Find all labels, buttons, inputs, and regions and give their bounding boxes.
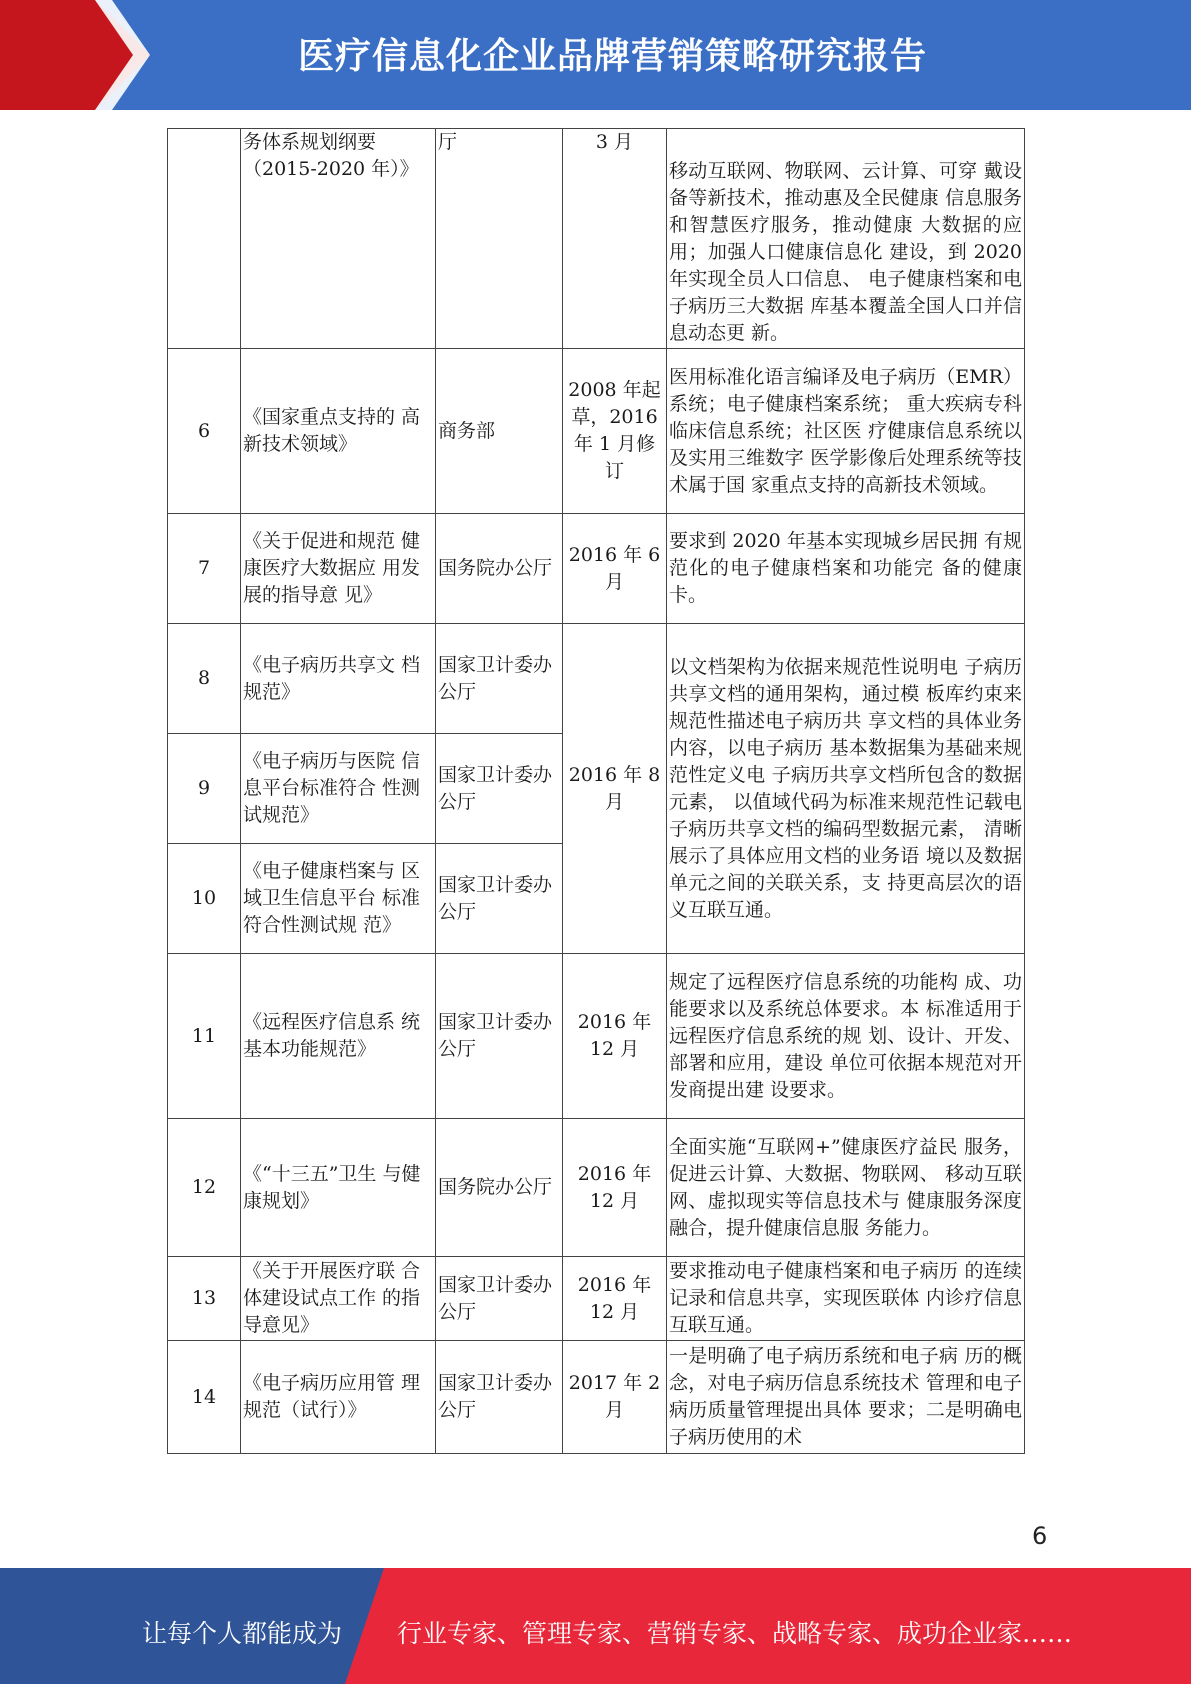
footer-slogan-left: 让每个人都能成为 [142,1619,343,1648]
issuing-department: 国家卫计委办公厅 [436,844,563,954]
policy-title: 《电子健康档案与 区域卫生信息平台 标准符合性测试规 范》 [241,844,436,954]
row-number: 8 [168,624,241,734]
row-number: 12 [168,1119,241,1257]
issuing-department: 国家卫计委办公厅 [436,1341,563,1454]
issuing-department: 国家卫计委办公厅 [436,624,563,734]
table-row [168,129,1025,349]
policy-title: 《关于促进和规范 健康医疗大数据应 用发展的指导意 见》 [241,514,436,624]
report-title: 医疗信息化企业品牌营销策略研究报告 [298,36,928,77]
row-number: 7 [168,514,241,624]
issue-date: 2008 年起草，2016 年 1 月修订 [563,349,667,514]
policy-content: 移动互联网、物联网、云计算、可穿 戴设备等新技术，推动惠及全民健康 信息服务和智慧医疗服务，推动健康 大数据的应用；加强人口健康信息化 建设，到 2020 年实现全员人口信息、 电子健康档案和电子病历三大数据 库基本覆盖全国人口并信息动态更 新。 [667,129,1025,349]
row-number: 10 [168,844,241,954]
issuing-department: 厅 [436,129,563,349]
policy-content: 全面实施“互联网+”健康医疗益民 服务，促进云计算、大数据、物联网、 移动互联网、虚拟现实等信息技术与 健康服务深度融合，提升健康信息服 务能力。 [667,1119,1025,1257]
table-row [168,514,1025,624]
issuing-department: 国家卫计委办公厅 [436,734,563,844]
policy-content: 以文档架构为依据来规范性说明电 子病历共享文档的通用架构，通过模 板库约束来规范性描述电子病历共 享文档的具体业务内容，以电子病历 基本数据集为基础来规范性定义电 子病历共享文档所包含的数据元素， 以值域代码为标准来规范性记载电 子病历共享文档的编码型数据元素， 清晰展示了具体应用文档的业务语 境以及数据单元之间的关联关系，支 持更高层次的语义互联互通。 [667,624,1025,954]
issue-date: 2016 年 12 月 [563,1257,667,1341]
issue-date: 2016 年 12 月 [563,954,667,1119]
row-number [168,129,241,349]
row-number: 11 [168,954,241,1119]
page-header [0,0,1191,110]
table-row [168,1257,1025,1341]
issuing-department: 国务院办公厅 [436,514,563,624]
table-row [168,624,1025,734]
policy-content: 一是明确了电子病历系统和电子病 历的概念，对电子病历信息系统技术 管理和电子病历质量管理提出具体 要求；二是明确电子病历使用的术 [667,1341,1025,1454]
policy-content: 要求推动电子健康档案和电子病历 的连续记录和信息共享，实现医联体 内诊疗信息互联互通。 [667,1257,1025,1341]
row-number: 14 [168,1341,241,1454]
issuing-department: 国务院办公厅 [436,1119,563,1257]
table-row [168,349,1025,514]
policy-title: 《电子病历应用管 理规范（试行）》 [241,1341,436,1454]
policy-content: 规定了远程医疗信息系统的功能构 成、功能要求以及系统总体要求。本 标准适用于远程医疗信息系统的规 划、设计、开发、部署和应用，建设 单位可依据本规范对开发商提出建 设要求。 [667,954,1025,1119]
issue-date: 3 月 [563,129,667,349]
issuing-department: 商务部 [436,349,563,514]
row-number: 13 [168,1257,241,1341]
table-row [168,1341,1025,1454]
policy-title: 《“十三五”卫生 与健康规划》 [241,1119,436,1257]
policy-title: 《国家重点支持的 高新技术领域》 [241,349,436,514]
page-number: 6 [1032,1522,1048,1550]
row-number: 9 [168,734,241,844]
policy-title: 务体系规划纲要（2015-2020 年）》 [241,129,436,349]
table-row [168,954,1025,1119]
issue-date: 2016 年 12 月 [563,1119,667,1257]
issuing-department: 国家卫计委办公厅 [436,1257,563,1341]
issue-date: 2016 年 6 月 [563,514,667,624]
issuing-department: 国家卫计委办公厅 [436,954,563,1119]
policy-title: 《电子病历与医院 信息平台标准符合 性测试规范》 [241,734,436,844]
policy-content: 医用标准化语言编译及电子病历（EMR）系统；电子健康档案系统； 重大疾病专科临床信息系统；社区医 疗健康信息系统以及实用三维数字 医学影像后处理系统等技术属于国 家重点支持的高新技术领域。 [667,349,1025,514]
policy-content: 要求到 2020 年基本实现城乡居民拥 有规范化的电子健康档案和功能完 备的健康卡。 [667,514,1025,624]
footer-slogan-right: 行业专家、管理专家、营销专家、战略专家、成功企业家…… [397,1619,1073,1648]
policy-title: 《电子病历共享文 档规范》 [241,624,436,734]
row-number: 6 [168,349,241,514]
policy-table [167,128,1025,1454]
policy-title: 《远程医疗信息系 统基本功能规范》 [241,954,436,1119]
table-row [168,1119,1025,1257]
issue-date: 2016 年 8 月 [563,624,667,954]
issue-date: 2017 年 2 月 [563,1341,667,1454]
policy-title: 《关于开展医疗联 合体建设试点工作 的指导意见》 [241,1257,436,1341]
